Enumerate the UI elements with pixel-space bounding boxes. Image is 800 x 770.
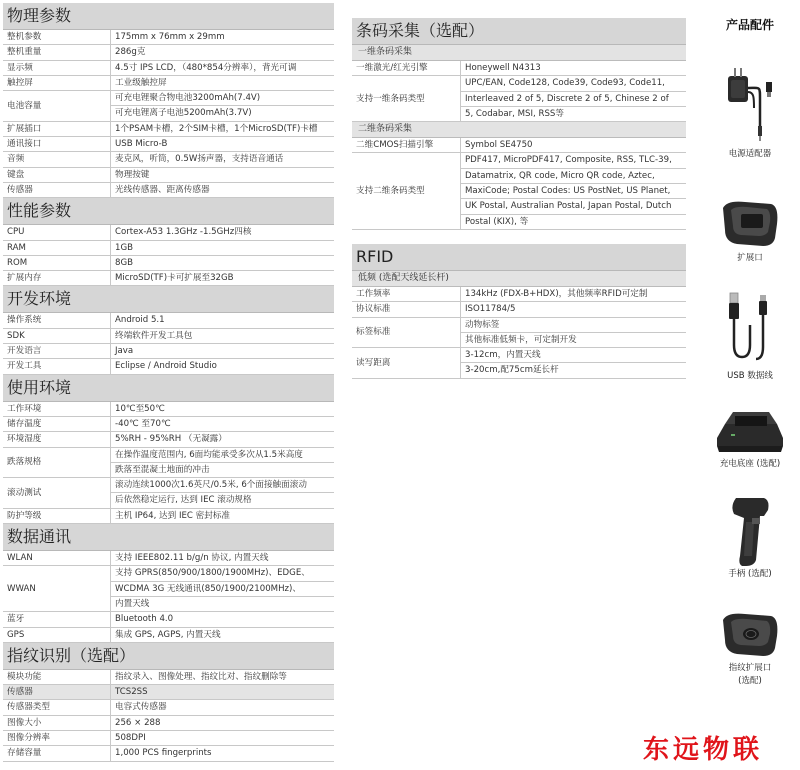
spec-key: GPS [3,627,111,642]
spec-key: 模块功能 [3,670,111,685]
spec-value: 1,000 PCS fingerprints [111,746,335,761]
spec-value: Symbol SE4750 [461,138,687,153]
accessory-expansion-port [700,194,800,265]
subsection-lf: 低频 (选配天线延长杆) [352,271,686,287]
spec-value: 8GB [111,255,335,270]
spec-key: 通讯接口 [3,137,111,152]
spec-value: 指纹录入、图像处理、指纹比对、指纹删除等 [111,670,335,685]
spec-key: 扩展插口 [3,121,111,136]
spec-value: 1GB [111,240,335,255]
spec-row [3,75,334,90]
spec-value: Honeywell N4313 [461,61,687,76]
spec-value: Eclipse / Android Studio [111,359,335,374]
spec-value: 508DPI [111,730,335,745]
section-title-env: 使用环境 [3,375,334,402]
spec-key: 显示频 [3,60,111,75]
mid-spec-column [352,18,686,379]
spec-row [352,287,686,302]
spec-row [3,225,334,240]
accessory-pistol-grip [700,494,800,581]
spec-value-line: 3-12cm，内置天线 [461,348,686,363]
spec-row [3,566,334,612]
spec-key: 读写距离 [352,348,461,379]
spec-value: Cortex-A53 1.3GHz -1.5GHz四核 [111,225,335,240]
spec-value: Android 5.1 [111,313,335,328]
spec-row [3,137,334,152]
spec-key: 标签标准 [352,317,461,348]
spec-row [3,612,334,627]
spec-key: 触控屏 [3,75,111,90]
spec-value: 10℃至50℃ [111,402,335,417]
spec-value-line: Postal (KIX), 等 [465,216,529,227]
spec-value: 终端软件开发工具包 [111,328,335,343]
spec-value [111,91,335,122]
spec-key: 环境湿度 [3,432,111,447]
spec-key: 整机重量 [3,45,111,60]
spec-value: USB Micro-B [111,137,335,152]
spec-key: 存储容量 [3,746,111,761]
spec-row [352,61,686,76]
spec-row [3,627,334,642]
spec-row [3,167,334,182]
spec-row [3,730,334,745]
spec-key: WWAN [3,566,111,612]
spec-row [3,328,334,343]
spec-key: 蓝牙 [3,612,111,627]
spec-key: SDK [3,328,111,343]
spec-row [3,121,334,136]
spec-key: 开发工具 [3,359,111,374]
accessory-label: 手柄 (选配) [728,569,772,579]
spec-value-line: MaxiCode; Postal Codes: US PostNet, US Planet, [461,184,686,199]
spec-key: 工作环境 [3,402,111,417]
section-title-rfid: RFID [352,244,686,271]
spec-value-line: 内置天线 [115,598,150,609]
spec-value: 支持 IEEE802.11 b/g/n 协议, 内置天线 [111,551,335,566]
spec-table-env [3,402,334,524]
spec-row [352,153,686,229]
spec-key: 传感器类型 [3,700,111,715]
spec-value [111,478,335,509]
spec-key: 支持二维条码类型 [352,153,461,229]
spec-row [3,478,334,509]
spec-value: 286g克 [111,45,335,60]
section-title-finger: 指纹识别（选配） [3,643,334,670]
section-title-comm: 数据通讯 [3,524,334,551]
spec-key: 防护等级 [3,508,111,523]
spec-value: -40℃ 至70℃ [111,416,335,431]
spec-row [3,240,334,255]
spec-value: 集成 GPS, AGPS, 内置天线 [111,627,335,642]
spec-value: 4.5寸 IPS LCD，（480*854分辨率），背光可调 [111,60,335,75]
power-adapter-icon [720,58,780,148]
spec-table-finger [3,670,334,762]
subsection-1d: 一维条码采集 [352,45,686,61]
spec-value: MicroSD(TF)卡可扩展至32GB [111,271,335,286]
spec-row [352,317,686,348]
fingerprint-module-icon [715,606,785,662]
spec-value: 光线传感器、距离传感器 [111,182,335,197]
spec-row [352,76,686,122]
spec-key: CPU [3,225,111,240]
spec-value-line: 滚动连续1000次1.6英尺/0.5米, 6个面接触面滚动 [111,478,334,493]
spec-value-line: 后依然稳定运行, 达到 IEC 滚动规格 [115,495,252,506]
spec-row [3,313,334,328]
subsection-2d: 二维条码采集 [352,122,686,138]
spec-row [352,302,686,317]
spec-key: ROM [3,255,111,270]
spec-value-line: 3-20cm,配75cm延长杆 [465,365,559,376]
spec-row [3,255,334,270]
usb-cable-icon [720,285,780,370]
spec-table-dev [3,313,334,374]
left-spec-column [3,3,334,762]
spec-value: 物理按键 [111,167,335,182]
spec-row [3,746,334,761]
brand-watermark: 东远物联 [643,735,764,765]
spec-value-line: 跌落至混凝土地面的冲击 [115,464,210,475]
spec-row [3,182,334,197]
spec-table-comm [3,551,334,643]
spec-key: 整机参数 [3,30,111,45]
spec-value: 175mm x 76mm x 29mm [111,30,335,45]
accessory-label-optional: (选配) [738,676,762,686]
spec-key: 键盘 [3,167,111,182]
spec-value-line: PDF417, MicroPDF417, Composite, RSS, TLC-39, [461,153,686,168]
spec-key: 图像大小 [3,715,111,730]
spec-key: 一维激光/红光引擎 [352,61,461,76]
spec-row [3,359,334,374]
spec-key: 图像分辨率 [3,730,111,745]
spec-value: Java [111,344,335,359]
spec-row [3,45,334,60]
accessory-usb-cable [700,285,800,383]
accessories-column [700,0,800,770]
spec-value-line: 其他标准低频卡，可定制开发 [465,334,577,345]
spec-row [3,508,334,523]
spec-value: 256 × 288 [111,715,335,730]
spec-value [461,317,687,348]
spec-row [3,402,334,417]
spec-value-line: 支持 GPRS(850/900/1800/1900MHz)、EDGE、 [111,566,334,581]
spec-key: 电池容量 [3,91,111,122]
spec-row [3,271,334,286]
spec-row [3,700,334,715]
spec-key: 音频 [3,152,111,167]
spec-table-barcode-1d [352,61,686,122]
spec-key: 跌落规格 [3,447,111,478]
spec-key: 开发语言 [3,344,111,359]
spec-row [3,670,334,685]
spec-value: 主机 IP64, 达到 IEC 密封标准 [111,508,335,523]
accessory-power-adapter [700,58,800,161]
spec-value-line: 在操作温度范围内, 6面均能承受多次从1.5米高度 [111,448,334,463]
spec-row [3,551,334,566]
spec-table-physical [3,30,334,198]
spec-value [111,566,335,612]
section-title-dev: 开发环境 [3,286,334,313]
spec-key: 工作频率 [352,287,461,302]
accessory-fingerprint-module [700,606,800,688]
spec-value: Bluetooth 4.0 [111,612,335,627]
spec-value-line: Datamatrix, QR code, Micro QR code, Aztec, [461,169,686,184]
charging-cradle-icon [711,398,789,458]
spec-key: 二维CMOS扫描引擎 [352,138,461,153]
spec-row [352,138,686,153]
spec-value [461,153,687,229]
spec-row [3,447,334,478]
spec-key: 储存温度 [3,416,111,431]
spec-value: 5%RH - 95%RH （无凝露） [111,432,335,447]
spec-value: 134kHz (FDX-B+HDX)，其他频率RFID可定制 [461,287,687,302]
spec-row [352,348,686,379]
spec-value-line: 可充电锂聚合物电池3200mAh(7.4V) [111,91,334,106]
accessories-title: 产品配件 [725,18,774,32]
spec-value [461,76,687,122]
spec-value-line: UPC/EAN, Code128, Code39, Code93, Code11, [461,76,686,91]
spec-key: WLAN [3,551,111,566]
spec-value: 电容式传感器 [111,700,335,715]
spec-row [3,152,334,167]
spec-row [3,30,334,45]
section-title-performance: 性能参数 [3,198,334,225]
accessory-label: 电源适配器 [728,149,772,159]
spec-row [3,344,334,359]
spec-row [3,60,334,75]
spec-key: RAM [3,240,111,255]
accessory-label: 扩展口 [737,253,763,263]
spec-value: TCS2SS [111,685,335,700]
spec-key: 扩展内存 [3,271,111,286]
spec-value-line: Interleaved 2 of 5, Discrete 2 of 5, Chinese 2 of [461,92,686,107]
spec-value-line: 可充电锂离子电池5200mAh(3.7V) [115,108,252,119]
spec-value-line: UK Postal, Australian Postal, Japan Postal, Dutch [461,199,686,214]
spec-table-performance [3,225,334,286]
spec-key: 操作系统 [3,313,111,328]
expansion-port-icon [715,194,785,252]
spec-value-line: 动物标签 [461,318,686,333]
spec-row [3,715,334,730]
accessory-charging-cradle [700,398,800,471]
spec-key: 传感器 [3,685,111,700]
spec-value-line: 5, Codabar, MSI, RSS等 [465,108,564,119]
spec-value [111,447,335,478]
spec-value: ISO11784/5 [461,302,687,317]
pistol-grip-icon [720,494,780,568]
spec-value: 工业级触控屏 [111,75,335,90]
section-title-barcode: 条码采集（选配） [352,18,686,45]
spec-row [3,685,334,700]
spec-value [461,348,687,379]
spec-table-barcode-2d [352,138,686,230]
spec-value: 麦克风，听筒，0.5W扬声器，支持语音通话 [111,152,335,167]
accessory-label: USB 数据线 [727,371,773,381]
spec-table-rfid [352,287,686,379]
spec-key: 支持一维条码类型 [352,76,461,122]
accessory-label: 指纹扩展口 [728,663,772,673]
spec-key: 滚动测试 [3,478,111,509]
section-title-physical: 物理参数 [3,3,334,30]
accessory-label: 充电底座 (选配) [719,459,781,469]
spec-row [3,91,334,122]
spec-row [3,432,334,447]
spec-key: 传感器 [3,182,111,197]
spec-key: 协议标准 [352,302,461,317]
spec-row [3,416,334,431]
spec-value: 1个PSAM卡槽，2个SIM卡槽，1个MicroSD(TF)卡槽 [111,121,335,136]
spec-value-line: WCDMA 3G 无线通讯(850/1900/2100MHz)、 [111,582,334,597]
